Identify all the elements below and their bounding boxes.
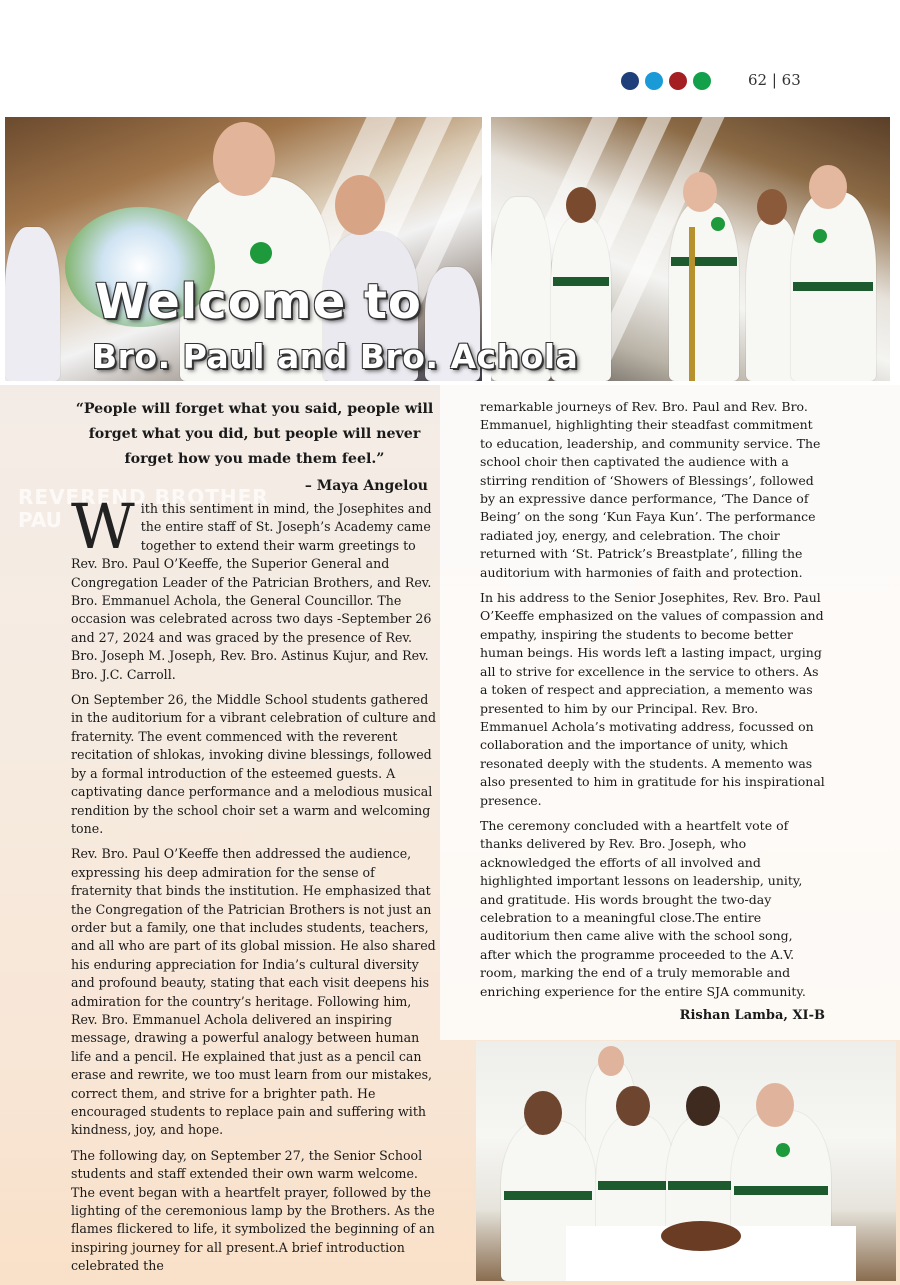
dot-sky-blue	[645, 72, 663, 90]
quote-author: – Maya Angelou	[304, 478, 428, 494]
article-title-line1: Welcome to	[95, 274, 422, 330]
paragraph-intro-text: ith this sentiment in mind, the Josephites and the entire staff of St. Joseph’s Academy came together to extend their warm greetings to Rev. Bro. Paul O’Keeffe, the Superior General and Congregation Leader of the Patrician Brothers, and Rev. Bro. Emmanuel Achola, the General Councillor. The occasion was celebrated across two days -September 26 and 27, 2024 and was graced by the presence of Rev. Bro. Joseph M. Joseph, Rev. Bro. Astinus Kujur, and Rev. Bro. J.C. Carroll.	[71, 501, 432, 682]
dot-green	[693, 72, 711, 90]
paragraph-address: Rev. Bro. Paul O’Keeffe then addressed the audience, expressing his deep admiration for the sense of fraternity that binds the institution. He emphasized that the Congregation of the Patrician Brothers is not just an order but a family, one that includes students, teachers, and all who are part of its global mission. He also shared his enduring appreciation for India’s cultural diversity and profound beauty, stating that each visit deepens his admiration for the country’s heritage. Following him, Rev. Bro. Emmanuel Achola delivered an inspiring message, drawing a powerful analogy between human life and a pencil. He explained that just as a pencil can erase and rewrite, we too must learn from our mistakes, correct them, and strive for a brighter path. He encouraged students to replace pain and suffering with kindness, joy, and hope.	[71, 846, 436, 1138]
paragraph-middle-school: On September 26, the Middle School students gathered in the auditorium for a vibrant celebration of culture and fraternity. The event commenced with the reverent recitation of shlokas, invoking divine blessings, followed by a formal introduction of the esteemed guests. A captivating dance performance and a melodious musical rendition by the school choir set a warm and welcoming tone.	[71, 692, 437, 836]
paragraph-journeys: remarkable journeys of Rev. Bro. Paul and Rev. Bro. Emmanuel, highlighting their steadfast commitment to education, leadership, and community service. The school choir then captivated the audience with a stirring rendition of ‘Showers of Blessings’, followed by an expressive dance performance, ‘The Dance of Being’ on the song ‘Kun Faya Kun’. The performance radiated joy, energy, and celebration. The choir returned with ‘St. Patrick’s Breastplate’, filling the auditorium with harmonies of faith and protection.	[480, 399, 821, 580]
background-watermark-line2: PAU	[18, 508, 62, 532]
page-numbers: 62 | 63	[748, 71, 801, 89]
dot-navy	[621, 72, 639, 90]
article-column-right	[480, 398, 825, 1023]
paragraph-conclusion: The ceremony concluded with a heartfelt vote of thanks delivered by Rev. Bro. Joseph, who acknowledged the efforts of all involved and highlighted important lessons on leadership, unity, and gratitude. His words brought the two-day celebration to a meaningful close.The entire auditorium then came alive with the school song, after which the programme proceeded to the A.V. room, marking the end of a truly memorable and enriching experience for the entire SJA community.	[480, 817, 806, 999]
pull-quote: “People will forget what you said, people will forget what you did, but people will never forget how you made them feel.”	[75, 401, 434, 467]
photo-cake-cutting	[476, 1041, 896, 1281]
background-watermark-line1: REVEREND BROTHER	[18, 485, 269, 509]
dot-maroon	[669, 72, 687, 90]
drop-cap: W	[71, 490, 135, 563]
author-byline: Rishan Lamba, XI-B	[679, 1008, 825, 1023]
paragraph-senior-address: In his address to the Senior Josephites, Rev. Bro. Paul O’Keeffe emphasized on the values of compassion and empathy, inspiring the students to become better human beings. His words left a lasting impact, urging all to strive for excellence in the service to others. As a token of respect and appreciation, a memento was presented to him by our Principal. Rev. Bro. Emmanuel Achola’s motivating address, focussed on collaboration and the importance of unity, which resonated deeply with the students. A memento was also presented to him in gratitude for his inspirational presence.	[480, 590, 825, 808]
article-column-left	[71, 397, 438, 1283]
paragraph-senior-school: The following day, on September 27, the Senior School students and staff extended their own warm welcome. The event began with a heartfelt prayer, followed by the lighting of the ceremonious lamp by the Brothers. As the flames flickered to life, it symbolized the beginning of an inspiring journey for all present.A brief introduction celebrated the	[71, 1147, 435, 1274]
article-title-line2: Bro. Paul and Bro. Achola	[92, 337, 579, 376]
color-dots	[621, 72, 711, 90]
